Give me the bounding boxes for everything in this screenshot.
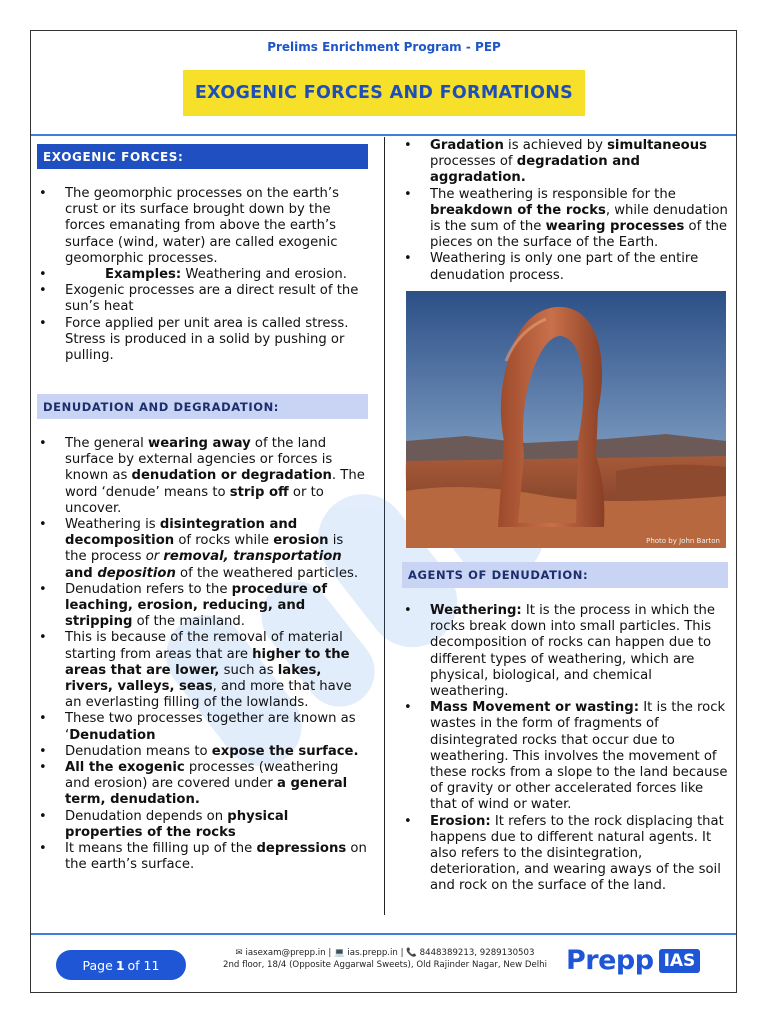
exogenic-forces-heading: EXOGENIC FORCES: (37, 144, 368, 169)
contact-line: ✉ iasexam@prepp.in | 💻 ias.prepp.in | 📞 8448389213, 9289130503 (235, 948, 535, 958)
agents-list (402, 603, 730, 895)
header-divider (31, 134, 736, 136)
denudation-heading: DENUDATION AND DEGRADATION: (37, 394, 368, 419)
list-item: • Erosion: It refers to the rock displacing that happens due to different natural agents. It also refers to the disintegration, deterioration, and wearing aways of the soil and rock on the surface of the land. (402, 814, 730, 895)
gradation-list (402, 138, 730, 284)
logo-text: Prepp (566, 945, 654, 976)
agents-heading: AGENTS OF DENUDATION: (402, 562, 728, 588)
list-item: • Gradation is achieved by simultaneous processes of degradation and aggradation. (402, 138, 730, 187)
list-item: • The general wearing away of the land surface by external agencies or forces is known as denudation or degradation. The word ‘denude’ means to strip off or to uncover. (37, 436, 367, 517)
page-title: EXOGENIC FORCES AND FORMATIONS (194, 83, 574, 103)
address-line: 2nd floor, 18/4 (Opposite Aggarwal Sweets), Old Rajinder Nagar, New Delhi (223, 959, 547, 970)
arch-image-icon (406, 291, 726, 548)
contact-info (215, 948, 555, 971)
list-item: • It means the filling up of the depressions on the earth’s surface. (37, 841, 367, 873)
column-divider (384, 137, 385, 915)
list-item: • Mass Movement or wasting: It is the rock wastes in the form of fragments of disintegrated rocks that occur due to weathering. This involves the movement of these rocks from a slope to the land because of gravity or other accelerated forces like that of wind or water. (402, 700, 730, 813)
list-item: • Weathering is only one part of the entire denudation process. (402, 251, 730, 283)
list-item: • All the exogenic processes (weathering and erosion) are covered under a general term, denudation. (37, 760, 367, 809)
photo-credit: Photo by John Barton (646, 537, 720, 545)
list-item: • Weathering: It is the process in which the rocks break down into small particles. This decomposition of rocks can happen due to different types of weathering, which are physical, biological, and chemical weathering. (402, 603, 730, 700)
list-item: • This is because of the removal of material starting from areas that are higher to the areas that are lower, such as lakes, rivers, valleys, seas, and more that have an everlasting filling of the lowlands. (37, 630, 367, 711)
prepp-ias-logo (566, 945, 700, 976)
footer-divider (31, 933, 736, 935)
denudation-list (37, 436, 367, 873)
list-item: • Examples: Weathering and erosion. (37, 267, 362, 283)
list-item: • These two processes together are known as ‘Denudation (37, 711, 367, 743)
list-item: • Denudation depends on physical properties of the rocks (37, 809, 367, 841)
list-item: • The weathering is responsible for the breakdown of the rocks, while denudation is the sum of the wearing processes of the pieces on the surface of the Earth. (402, 187, 730, 252)
rock-arch-photo (406, 291, 726, 548)
logo-badge: IAS (659, 949, 701, 973)
program-name: Prelims Enrichment Program - PEP (267, 40, 501, 54)
list-item: • Force applied per unit area is called stress. Stress is produced in a solid by pushing or pulling. (37, 316, 362, 365)
title-banner (183, 70, 585, 116)
list-item: • Exogenic processes are a direct result of the sun’s heat (37, 283, 362, 315)
page-indicator: Page 1 of 11 (56, 950, 186, 980)
list-item: • Weathering is disintegration and decomposition of rocks while erosion is the process or removal, transportation and deposition of the weathered particles. (37, 517, 367, 582)
list-item: • The geomorphic processes on the earth’s crust or its surface brought down by the forces emanating from above the earth’s surface (wind, water) are called exogenic geomorphic processes. (37, 186, 362, 267)
list-item: • Denudation refers to the procedure of leaching, erosion, reducing, and stripping of the mainland. (37, 582, 367, 631)
exogenic-list (37, 186, 362, 364)
list-item: • Denudation means to expose the surface. (37, 744, 367, 760)
